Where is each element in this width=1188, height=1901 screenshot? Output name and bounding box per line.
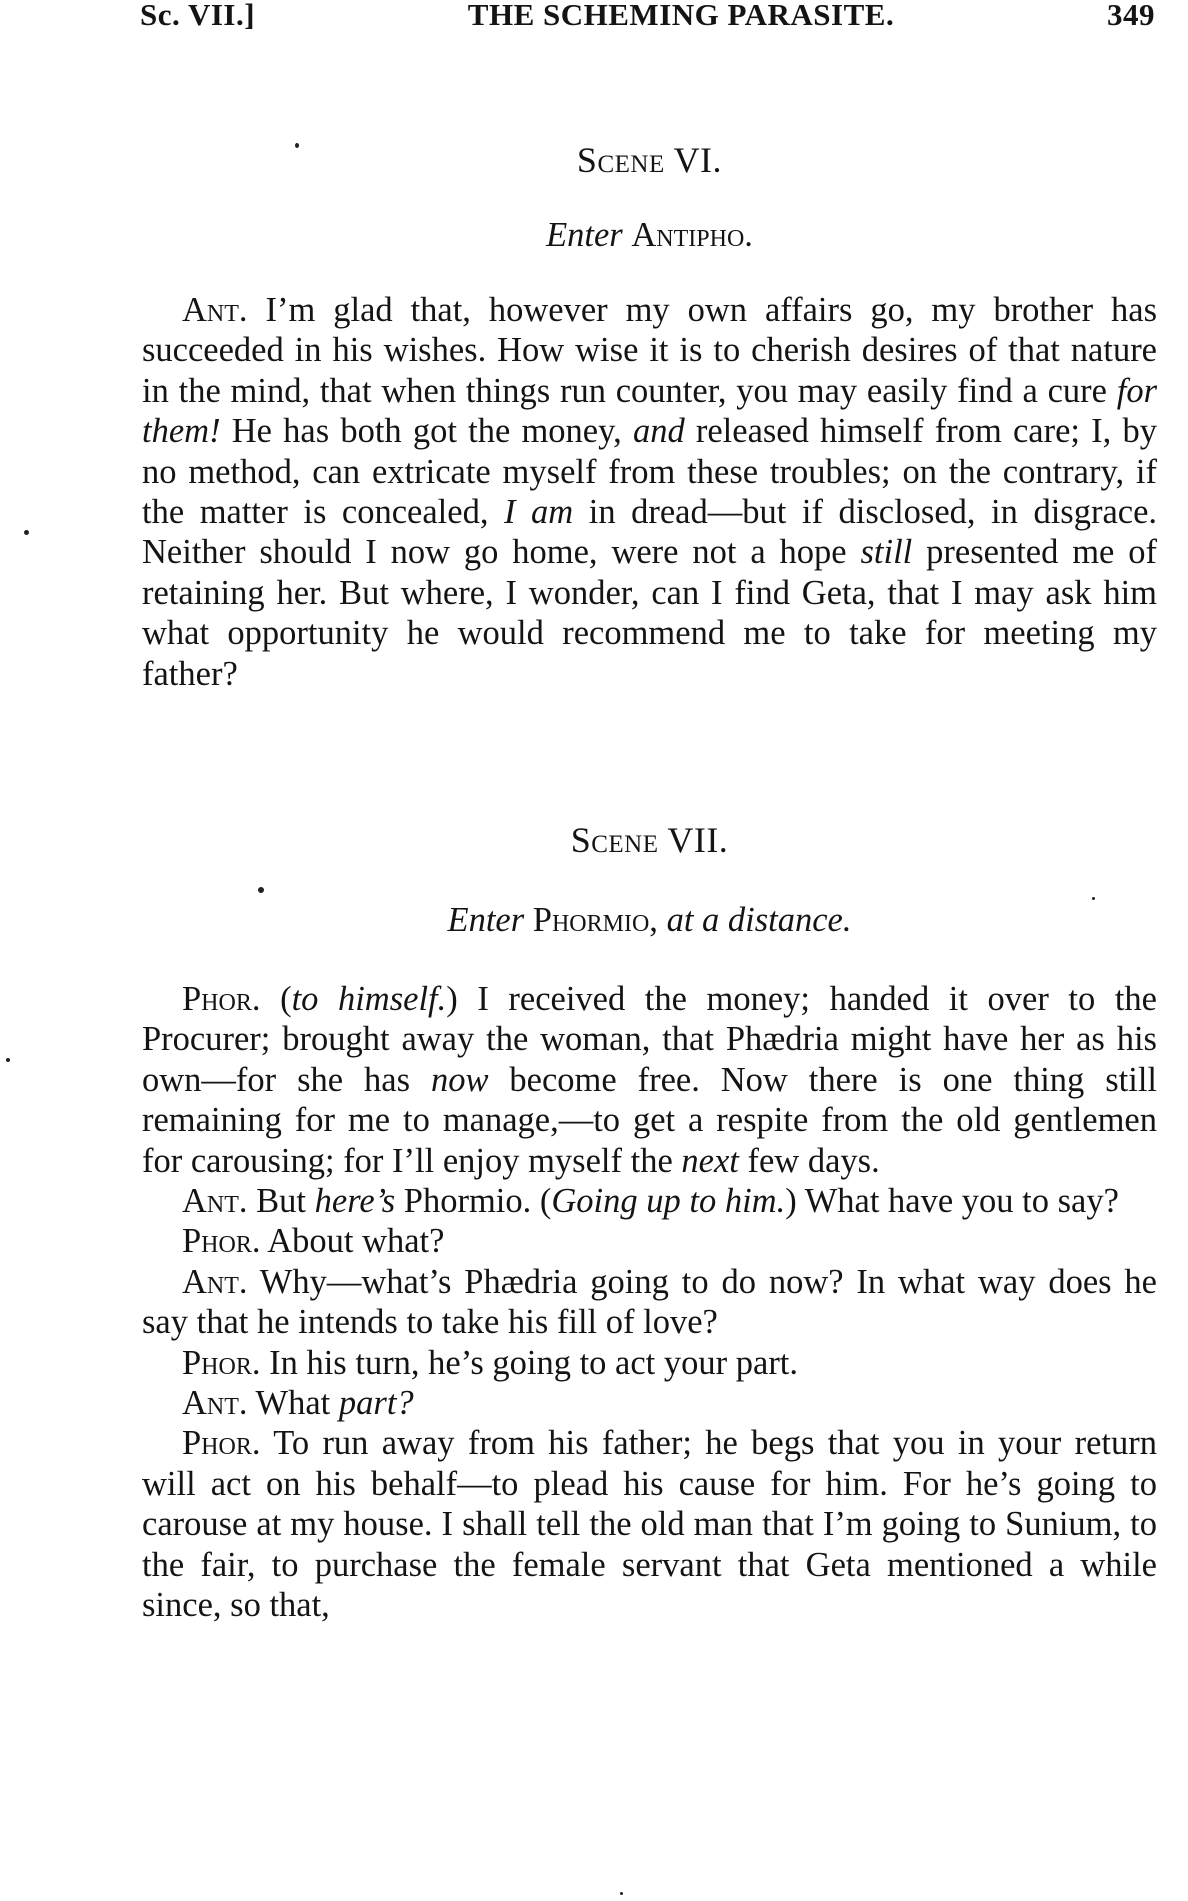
dialogue-line [142, 1181, 1157, 1221]
stage-enter: Enter [447, 901, 525, 939]
dialogue-line [142, 1262, 1157, 1343]
stage-character: Phormio, [532, 901, 658, 939]
dialogue-text: part? [338, 1384, 414, 1423]
print-speck [620, 1892, 623, 1895]
speaker-name: Ant. [182, 1262, 248, 1301]
scene-6-heading: Scene VI. [576, 140, 723, 180]
print-speck [24, 530, 29, 535]
running-head [140, 0, 1155, 40]
dialogue-text: few days. [738, 1141, 880, 1180]
dialogue-text: Phormio. ( [395, 1182, 552, 1221]
speaker-name: Phor. [182, 1343, 261, 1382]
scene-7-heading: Scene VII. [570, 820, 729, 860]
speaker-name: Ant. [182, 1384, 248, 1423]
print-speck [6, 1058, 10, 1062]
dialogue-text: here’s [314, 1182, 396, 1221]
dialogue-text: ) I received the money; handed it over to the Procurer; brought away the woman, that Phædria might have her as his own—for she has [142, 980, 1157, 1099]
print-speck [258, 887, 264, 893]
running-head-section: Sc. VII.] [140, 0, 256, 32]
scene-7-stage-direction [142, 900, 1157, 940]
stage-character: Antipho. [631, 216, 753, 254]
dialogue-text: ( [260, 980, 292, 1018]
dialogue-text: to himself. [291, 980, 447, 1018]
dialogue-line [142, 979, 1157, 1181]
scene-6-speech [142, 290, 1157, 694]
scene-6-stage-direction [142, 215, 1157, 255]
page-number: 349 [1106, 0, 1155, 32]
speaker-name: Phor. [182, 980, 261, 1018]
dialogue-text: become free. Now there is one thing still remaining for me to manage,—to get a respite from the old gentlemen for carousing; for I’ll enjoy myself the [142, 1060, 1157, 1180]
dialogue-line [142, 1221, 1157, 1261]
dialogue-text: To run away from his father; he begs that you in your return will act on his behalf—to plead his cause for him. For he’s going to carouse at my house. I shall tell the old man that I’m going to Sunium, to the fair, to purchase the female servant that Geta mentioned a while since, so that, [142, 1424, 1157, 1625]
stage-enter: Enter [546, 216, 623, 254]
speaker-name: Phor. [182, 1222, 261, 1261]
dialogue-line [142, 1423, 1157, 1625]
dialogue-text: next [681, 1141, 739, 1180]
dialogue-text: Going up to him. [551, 1182, 786, 1221]
dialogue-text: ) What have you to say? [785, 1182, 1119, 1221]
dialogue-text: Why—what’s Phædria going to do now? In what way does he say that he intends to take his fill of love? [142, 1262, 1157, 1342]
speaker-name: Phor. [182, 1424, 261, 1463]
speaker-name: Ant. [182, 1182, 248, 1221]
dialogue-text: What [247, 1384, 339, 1423]
speech-paragraph: Ant. I’m glad that, however my own affairs go, my brother has succeeded in his wishes. How wise it is to cherish desires of that nature in the mind, that when things run counter, you may easily find a cure for them! He has both got the money, and released himself from care; I, by no method, can extricate myself from these troubles; on the contrary, if the matter is concealed, I am in dread—but if disclosed, in disgrace. Neither should I now go home, were not a hope still presented me of retaining her. But where, I wonder, can I find Geta, that I may ask him what opportunity he would recommend me to take for meeting my father? [142, 291, 1158, 693]
speaker-name: Ant. [182, 291, 248, 329]
stage-note: at a distance. [666, 901, 852, 939]
dialogue-text: now [430, 1060, 489, 1099]
dialogue-text: In his turn, he’s going to act your part. [260, 1343, 799, 1382]
dialogue-line [142, 1383, 1157, 1423]
running-head-title: THE SCHEMING PARASITE. [467, 0, 895, 32]
dialogue-text: But [247, 1182, 315, 1221]
dialogue-text: About what? [260, 1222, 445, 1261]
dialogue-line [142, 1343, 1157, 1383]
scene-7-dialogue [142, 979, 1157, 1626]
